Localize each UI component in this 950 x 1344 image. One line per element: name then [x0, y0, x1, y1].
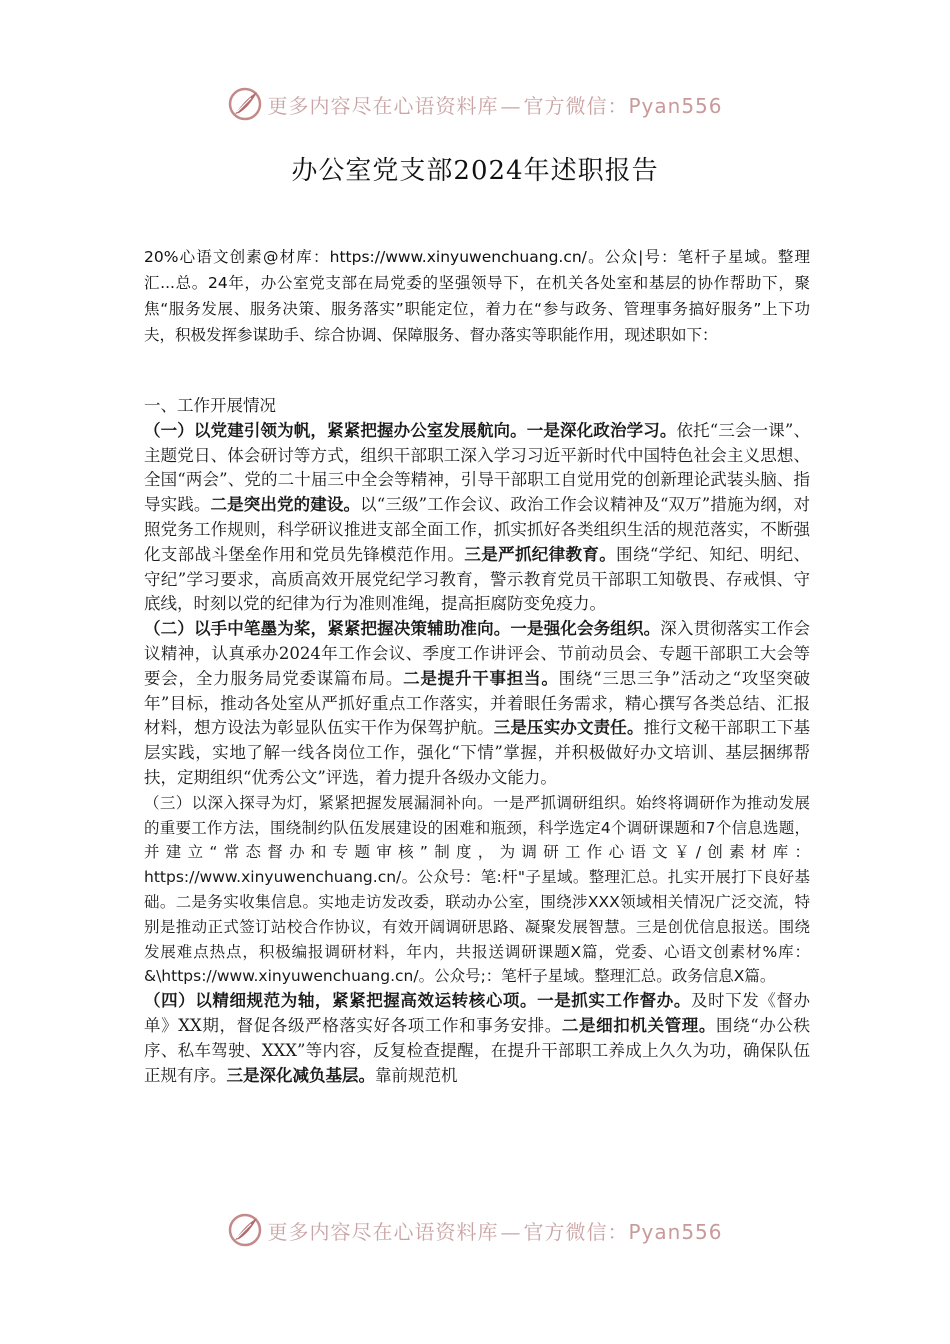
quill-logo-icon: [227, 1212, 263, 1248]
watermark-text: 更多内容尽在心语资料库 — 官方微信：Pyan556: [267, 93, 723, 118]
section-heading: 一、工作开展情况: [144, 396, 276, 415]
paragraph-decision-support: （二）以手中笔墨为桨，紧紧把握决策辅助准向。一是强化会务组织。深入贯彻落实工作会议精神，认真承办2024年工作会议、季度工作讲评会、节前动员会、专题干部职工大会等要会，全力服务局党委谋篇布局。二是提升干事担当。围绕“三思三争”活动之“攻坚突破年”目标，推动各处室从严抓好重点工作落实，并着眼任务需求，精心撰写各类总结、汇报材料，想方设法为彰显队伍实干作为保驾护航。三是压实办文责任。推行文秘干部职工下基层实践，实地了解一线各岗位工作，强化“下情”掌握，并积极做好办文培训、基层捆绑帮扶，定期组织“优秀公文”评选，着力提升各级办文能力。: [144, 619, 811, 787]
report-body: [144, 394, 810, 1088]
watermark-banner-bottom: [0, 1210, 950, 1250]
watermark-text: 更多内容尽在心语资料库 — 官方微信：Pyan556: [267, 1219, 723, 1244]
paragraph-research: （三）以深入探寻为灯，紧紧把握发展漏洞补向。一是严抓调研组织。始终将调研作为推动发展的重要工作方法，围绕制约队伍发展建设的困难和瓶颈，科学选定4个调研课题和7个信息选题，并建立“常态督办和专题审核”制度，为调研工作心语文￥/创素材库：https://www.xinyuwenchuang.cn/。公众号：笔:杆"子星域。整理汇总。扎实开展打下良好基础。二是务实收集信息。实地走访发改委，联动办公室，围绕涉XXX领域相关情况广泛交流，特别是推动正式签订站校合作协议，有效开阔调研思路、凝聚发展智慧。三是创优信息报送。围绕发展难点热点，积极编报调研材料，年内，共报送调研课题X篇，党委、心语文创素材%库：&\https://www.xinyuwenchuang.cn/。公众号;：笔杆子星域。整理汇总。政务信息X篇。: [144, 793, 810, 986]
quill-logo-icon: [227, 86, 263, 122]
paragraph-management: （四）以精细规范为轴，紧紧把握高效运转核心项。一是抓实工作督办。及时下发《督办单》XX期，督促各级严格落实好各项工作和事务安排。二是细扣机关管理。围绕“办公秩序、私车驾驶、XXX”等内容，反复检查提醒，在提升干部职工养成上久久为功，确保队伍正规有序。三是深化减负基层。靠前规范机: [144, 991, 811, 1085]
paragraph-party-building: （一）以党建引领为帆，紧紧把握办公室发展航向。一是深化政治学习。依托“三会一课”、主题党日、体会研讨等方式，组织干部职工深入学习习近平新时代中国特色社会主义思想、全国“两会”、党的二十届三中全会等精神，引导干部职工自觉用党的创新理论武装头脑、指导实践。二是突出党的建设。以“三级”工作会议、政治工作会议精神及“双万”措施为纲，对照党务工作规则，科学研议推进支部全面工作，抓实抓好各类组织生活的规范落实，不断强化支部战斗堡垒作用和党员先锋模范作用。三是严抓纪律教育。围绕“学纪、知纪、明纪、守纪”学习要求，高质高效开展党纪学习教育，警示教育党员干部职工知敬畏、存戒惧、守底线，时刻以党的纪律为行为准则准绳，提高拒腐防变免疫力。: [144, 420, 811, 614]
watermark-banner-top: [0, 84, 950, 124]
intro-block: [144, 244, 810, 348]
intro-paragraph: 20%心语文创素@材库：https://www.xinyuwenchuang.cn/。公众|号：笔杆子星域。整理汇...总。24年，办公室党支部在局党委的坚强领导下，在机关各处室和基层的协作帮助下，聚焦“服务发展、服务决策、服务落实”职能定位，着力在“参与政务、管理事务搞好服务”上下功夫，积极发挥参谋助手、综合协调、保障服务、督办落实等职能作用，现述职如下：: [144, 248, 810, 344]
document-title: 办公室党支部2024年述职报告: [291, 156, 659, 186]
